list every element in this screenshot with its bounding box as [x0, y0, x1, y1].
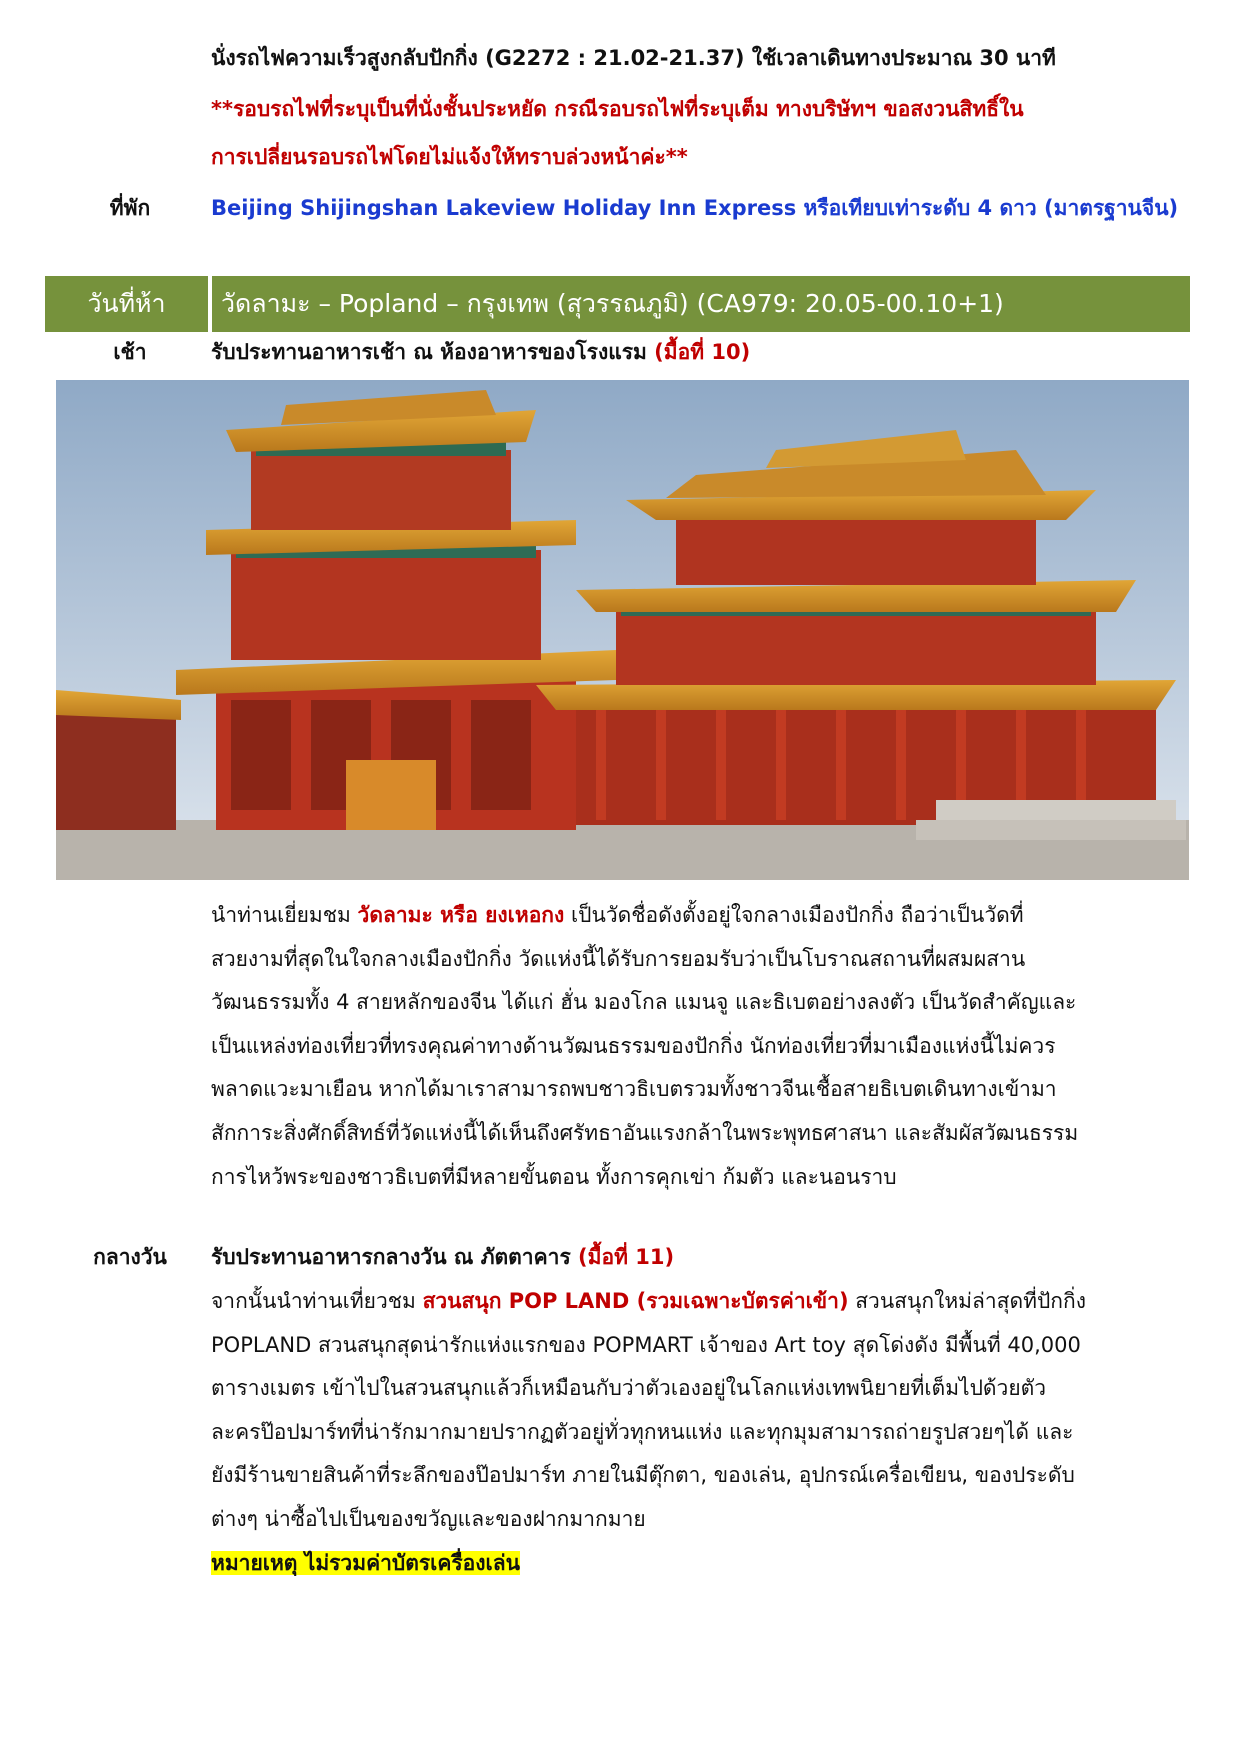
hotel-text: Beijing Shijingshan Lakeview Holiday Inn Express หรือเทียบเท่าระดับ 4 ดาว (มาตรฐานจีน) [211, 196, 1179, 220]
temple-line: วัฒนธรรมทั้ง 4 สายหลักของจีน ได้แก่ ฮั่น มองโกล แมนจู และธิเบตอย่างลงตัว เป็นวัดสำคัญและ [211, 990, 1077, 1015]
temple-intro: นำท่านเยี่ยมชม [211, 903, 358, 927]
train-note-line-2: การเปลี่ยนรอบรถไฟโดยไม่แจ้งให้ทราบล่วงหน้าค่ะ** [211, 145, 688, 169]
day-label: วันที่ห้า [87, 289, 166, 318]
popland-line: ต่างๆ น่าซื้อไปเป็นของขวัญและของฝากมากมาย [211, 1506, 646, 1531]
popland-remark: หมายเหตุ ไม่รวมค่าบัตรเครื่องเล่น [211, 1550, 520, 1575]
popland-intro: จากนั้นนำท่านเที่ยวชม [211, 1289, 423, 1313]
lunch-label: กลางวัน [93, 1245, 167, 1269]
temple-line: พลาดแวะมาเยือน หากได้มาเราสามารถพบชาวธิเบตรวมทั้งชาวจีนเชื้อสายธิเบตเดินทางเข้ามา [211, 1077, 1057, 1102]
popland-line [211, 1280, 1086, 1324]
temple-line: การไหว้พระของชาวธิเบตที่มีหลายขั้นตอน ทั้งการคุกเข่า ก้มตัว และนอนราบ [211, 1164, 897, 1189]
temple-name: วัดลามะ หรือ ยงเหอกง [357, 903, 565, 927]
popland-remark-line [211, 1542, 1086, 1586]
temple-line: สวยงามที่สุดในใจกลางเมืองปักกิ่ง วัดแห่งนี้ได้รับการยอมรับว่าเป็นโบราณสถานที่ผสมผสาน [211, 946, 1026, 971]
popland-line: POPLAND สวนสนุกสุดน่ารักแห่งแรกของ POPMART เจ้าของ Art toy สุดโด่งดัง มีพื้นที่ 40,000 [211, 1332, 1081, 1357]
temple-line: สักการะสิ่งศักดิ์สิทธ์ที่วัดแห่งนี้ได้เห็นถึงศรัทธาอันแรงกล้าในพระพุทธศาสนา และสัมผัสวัฒนธรรม [211, 1120, 1079, 1145]
lama-temple-photo [56, 380, 1189, 880]
popland-description [211, 1280, 1086, 1585]
train-info-line: นั่งรถไฟความเร็วสูงกลับปักกิ่ง (G2272 : 21.02-21.37) ใช้เวลาเดินทางประมาณ 30 นาที [211, 46, 1056, 70]
train-note-line-1: **รอบรถไฟที่ระบุเป็นที่นั่งชั้นประหยัด กรณีรอบรถไฟที่ระบุเต็ม ทางบริษัทฯ ขอสงวนสิทธิ์ใน [211, 97, 1024, 121]
lunch-meal: (มื้อที่ 11) [578, 1245, 675, 1269]
temple-description [211, 894, 1078, 1199]
breakfast-line [211, 332, 750, 372]
day-header-band [45, 276, 1190, 332]
popland-line: ตารางเมตร เข้าไปในสวนสนุกแล้วก็เหมือนกับว่าตัวเองอยู่ในโลกแห่งเทพนิยายที่เต็มไปด้วยตัว [211, 1376, 1047, 1401]
popland-line: ยังมีร้านขายสินค้าที่ระลึกของป๊อปมาร์ท ภายในมีตุ๊กตา, ของเล่น, อุปกรณ์เครื่อเขียน, ของประดับ [211, 1463, 1075, 1488]
day-title: วัดลามะ – Popland – กรุงเทพ (สุวรรณภูมิ) (CA979: 20.05-00.10+1) [221, 289, 1004, 318]
hotel-label: ที่พัก [109, 196, 151, 220]
lunch-text: รับประทานอาหารกลางวัน ณ ภัตตาคาร [211, 1245, 579, 1269]
breakfast-label: เช้า [113, 340, 147, 364]
breakfast-meal: (มื้อที่ 10) [654, 340, 751, 364]
temple-line: เป็นแหล่งท่องเที่ยวที่ทรงคุณค่าทางด้านวัฒนธรรมของปักกิ่ง นักท่องเที่ยวที่มาเมืองแห่งนี้ไม่ควร [211, 1033, 1056, 1058]
lunch-line [211, 1237, 674, 1277]
breakfast-text: รับประทานอาหารเช้า ณ ห้องอาหารของโรงแรม [211, 340, 655, 364]
popland-line: ละครป๊อปมาร์ทที่น่ารักมากมายปรากฏตัวอยู่ทั่วทุกหนแห่ง และทุกมุมสามารถถ่ายรูปสวยๆได้ และ [211, 1419, 1074, 1444]
temple-line1-rest: เป็นวัดชื่อดังตั้งอยู่ใจกลางเมืองปักกิ่ง ถือว่าเป็นวัดที่ [564, 903, 1024, 927]
popland-name: สวนสนุก POP LAND (รวมเฉพาะบัตรค่าเข้า) [422, 1289, 849, 1313]
day-band-divider [208, 276, 212, 332]
popland-line1-rest: สวนสนุกใหม่ล่าสุดที่ปักกิ่ง [848, 1289, 1086, 1313]
temple-line [211, 894, 1078, 938]
